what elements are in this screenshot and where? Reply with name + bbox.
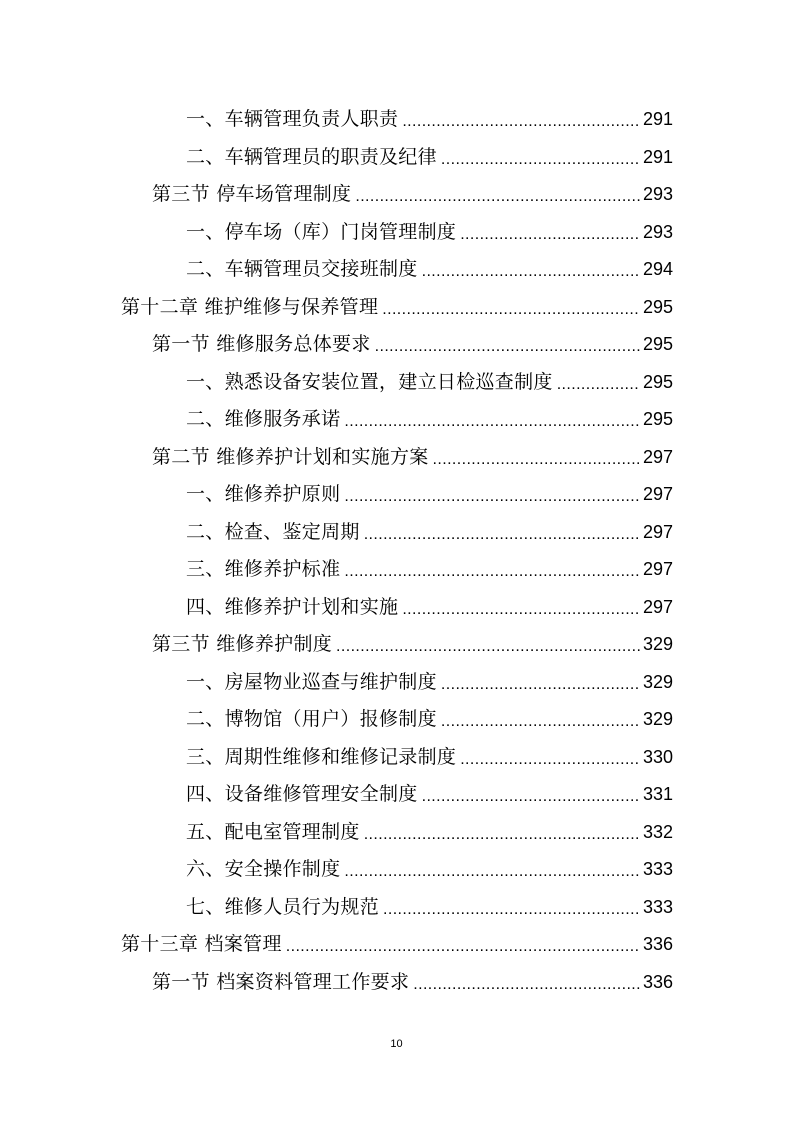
toc-entry[interactable] (186, 251, 673, 288)
dot-leader (422, 253, 640, 290)
toc-entry-title: 六、安全操作制度 (186, 858, 341, 880)
dot-leader (364, 516, 640, 553)
toc-entry[interactable] (152, 626, 673, 663)
toc-entry-title: 第十三章 档案管理 (121, 933, 282, 955)
toc-entry[interactable] (186, 814, 673, 851)
toc-entry-page: 291 (642, 146, 673, 167)
toc-entry-page: 330 (642, 746, 673, 767)
toc-entry-title: 一、房屋物业巡查与维护制度 (186, 670, 437, 693)
toc-entry-page: 297 (642, 484, 673, 504)
toc-entry-title: 第一节 档案资料管理工作要求 (152, 970, 410, 993)
dot-leader (402, 103, 640, 140)
toc-entry-title: 七、维修人员行为规范 (186, 895, 380, 918)
dot-leader (382, 291, 640, 328)
toc-entry-page: 336 (642, 934, 673, 954)
dot-leader (344, 553, 640, 590)
dot-leader (344, 403, 640, 440)
dot-leader (355, 178, 640, 215)
toc-entry-page: 331 (642, 784, 673, 804)
dot-leader (441, 141, 640, 178)
dot-leader (441, 703, 640, 740)
toc-entry[interactable] (186, 551, 673, 588)
toc-entry[interactable] (152, 964, 673, 1001)
toc-entry-page: 333 (642, 859, 673, 879)
toc-entry-title: 一、车辆管理负责人职责 (186, 108, 399, 130)
toc-entry[interactable] (121, 289, 673, 326)
toc-entry-page: 329 (642, 671, 673, 692)
toc-entry-title: 三、周期性维修和维修记录制度 (186, 745, 457, 768)
toc-entry[interactable] (186, 139, 673, 176)
toc-entry-page: 295 (642, 371, 673, 392)
toc-entry[interactable] (186, 664, 673, 701)
page-number: 10 (390, 1038, 403, 1050)
toc-entry[interactable] (186, 214, 673, 251)
toc-entry-page: 295 (642, 296, 673, 317)
toc-entry-title: 第一节 维修服务总体要求 (152, 333, 371, 355)
toc-entry-title: 四、设备维修管理安全制度 (186, 783, 418, 805)
dot-leader (557, 366, 640, 403)
toc-entry-page: 297 (642, 596, 673, 617)
toc-entry[interactable] (186, 101, 673, 138)
toc-entry[interactable] (152, 439, 673, 476)
dot-leader (286, 928, 640, 965)
toc-entry[interactable] (186, 589, 673, 626)
toc-entry-page: 329 (642, 709, 673, 729)
toc-entry-page: 333 (642, 896, 673, 917)
dot-leader (364, 816, 640, 853)
dot-leader (433, 441, 640, 478)
dot-leader (344, 853, 640, 890)
toc-entry[interactable] (186, 851, 673, 888)
toc-entry[interactable] (186, 776, 673, 813)
toc-entry-page: 293 (642, 221, 673, 242)
toc-entry-title: 二、博物馆（用户）报修制度 (186, 708, 437, 730)
toc-entry-page: 329 (642, 634, 673, 654)
toc-entry-title: 五、配电室管理制度 (186, 820, 360, 843)
toc-entry-title: 第三节 停车场管理制度 (152, 183, 352, 205)
toc-entry[interactable] (186, 401, 673, 438)
toc-entry[interactable] (186, 514, 673, 551)
toc-entry[interactable] (121, 926, 673, 963)
toc-entry[interactable] (152, 326, 673, 363)
toc-entry-page: 295 (642, 409, 673, 429)
toc-entry-title: 一、维修养护原则 (186, 483, 341, 505)
toc-entry[interactable] (152, 176, 673, 213)
toc-entry-title: 第二节 维修养护计划和实施方案 (152, 445, 429, 468)
toc-entry-page: 297 (642, 446, 673, 467)
toc-entry-page: 291 (642, 109, 673, 129)
toc-entry-title: 二、维修服务承诺 (186, 408, 341, 430)
dot-leader (375, 328, 640, 365)
toc-entry-title: 三、维修养护标准 (186, 558, 341, 580)
toc-entry-page: 297 (642, 521, 673, 542)
toc-entry-title: 二、车辆管理员交接班制度 (186, 258, 418, 280)
dot-leader (413, 966, 640, 1003)
toc-entry-page: 332 (642, 821, 673, 842)
toc-entry-title: 一、停车场（库）门岗管理制度 (186, 220, 457, 243)
toc-entry-title: 二、车辆管理员的职责及纪律 (186, 145, 437, 168)
dot-leader (422, 778, 640, 815)
dot-leader (383, 891, 640, 928)
dot-leader (336, 628, 640, 665)
dot-leader (460, 216, 640, 253)
toc-entry-title: 一、熟悉设备安装位置，建立日检巡查制度 (186, 370, 553, 393)
toc-entry-page: 294 (642, 259, 673, 279)
toc-entry[interactable] (186, 476, 673, 513)
toc-entry-title: 四、维修养护计划和实施 (186, 595, 399, 618)
toc-entry[interactable] (186, 701, 673, 738)
dot-leader (441, 666, 640, 703)
dot-leader (460, 741, 640, 778)
toc-entry-page: 297 (642, 559, 673, 579)
toc-entry-page: 295 (642, 334, 673, 354)
toc-entry-title: 第三节 维修养护制度 (152, 633, 333, 655)
toc-entry[interactable] (186, 889, 673, 926)
dot-leader (402, 591, 640, 628)
toc-entry-page: 336 (642, 971, 673, 992)
dot-leader (344, 478, 640, 515)
toc-entry-title: 第十二章 维护维修与保养管理 (121, 295, 379, 318)
toc-entry-page: 293 (642, 184, 673, 204)
toc-entry[interactable] (186, 364, 673, 401)
toc-entry-title: 二、检查、鉴定周期 (186, 520, 360, 543)
toc-entry[interactable] (186, 739, 673, 776)
